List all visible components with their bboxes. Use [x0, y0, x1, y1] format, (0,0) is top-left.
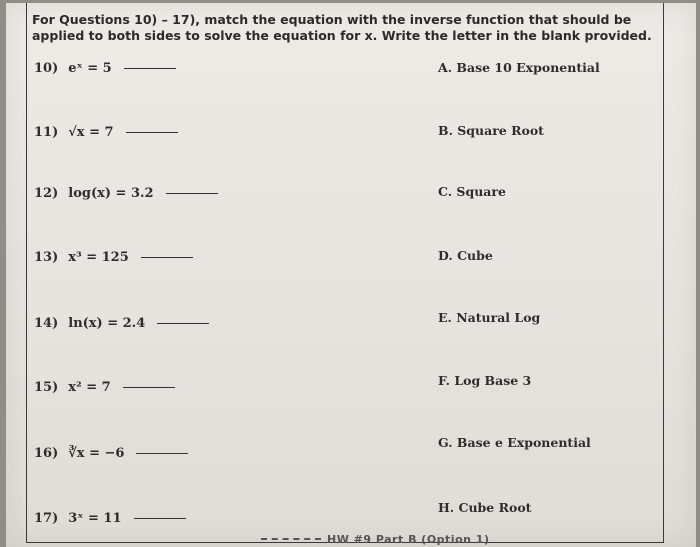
question-number: 11)	[34, 125, 59, 140]
question-number: 16)	[34, 446, 59, 461]
answer-choice-e: E. Natural Log	[438, 310, 541, 325]
question-number: 12)	[34, 186, 59, 201]
question-equation: eˣ = 5	[68, 61, 112, 76]
question-number: 10)	[34, 61, 59, 76]
question-15	[34, 380, 175, 395]
question-17	[34, 511, 186, 526]
answer-blank[interactable]	[124, 67, 176, 69]
question-10	[34, 61, 176, 76]
footer-divider	[261, 538, 321, 540]
answer-choice-h: H. Cube Root	[438, 500, 532, 515]
answer-choice-f: F. Log Base 3	[438, 373, 532, 388]
page-footer	[261, 533, 489, 546]
question-number: 17)	[34, 511, 59, 526]
answer-blank[interactable]	[141, 256, 193, 258]
question-14	[34, 316, 209, 331]
instructions-text: For Questions 10) – 17), match the equation with the inverse function that should be applied to both sides to solve the equation for x. Write the letter in the blank provided.	[32, 12, 652, 43]
question-equation: 3ˣ = 11	[68, 511, 122, 526]
answer-choice-d: D. Cube	[438, 248, 493, 263]
question-equation: log(x) = 3.2	[68, 186, 154, 201]
answer-blank[interactable]	[134, 517, 186, 519]
question-number: 13)	[34, 250, 59, 265]
question-16	[34, 446, 188, 461]
question-13	[34, 250, 193, 265]
answer-choice-b: B. Square Root	[438, 123, 544, 138]
answer-blank[interactable]	[157, 322, 209, 324]
worksheet-page	[6, 3, 696, 547]
question-equation: x² = 7	[68, 380, 111, 395]
answer-blank[interactable]	[123, 386, 175, 388]
question-number: 14)	[34, 316, 59, 331]
question-equation: ∛x = −6	[68, 446, 125, 461]
answer-blank[interactable]	[126, 131, 178, 133]
answer-choice-c: C. Square	[438, 184, 506, 199]
question-12	[34, 186, 218, 201]
answer-blank[interactable]	[136, 452, 188, 454]
footer-label: HW #9 Part B (Option 1)	[327, 533, 490, 546]
page-border	[26, 3, 664, 543]
answer-blank[interactable]	[166, 192, 218, 194]
answer-choice-g: G. Base e Exponential	[438, 435, 591, 450]
question-equation: √x = 7	[68, 125, 114, 140]
question-equation: ln(x) = 2.4	[68, 316, 146, 331]
answer-choice-a: A. Base 10 Exponential	[438, 60, 600, 75]
question-equation: x³ = 125	[68, 250, 129, 265]
question-11	[34, 125, 178, 140]
question-number: 15)	[34, 380, 59, 395]
